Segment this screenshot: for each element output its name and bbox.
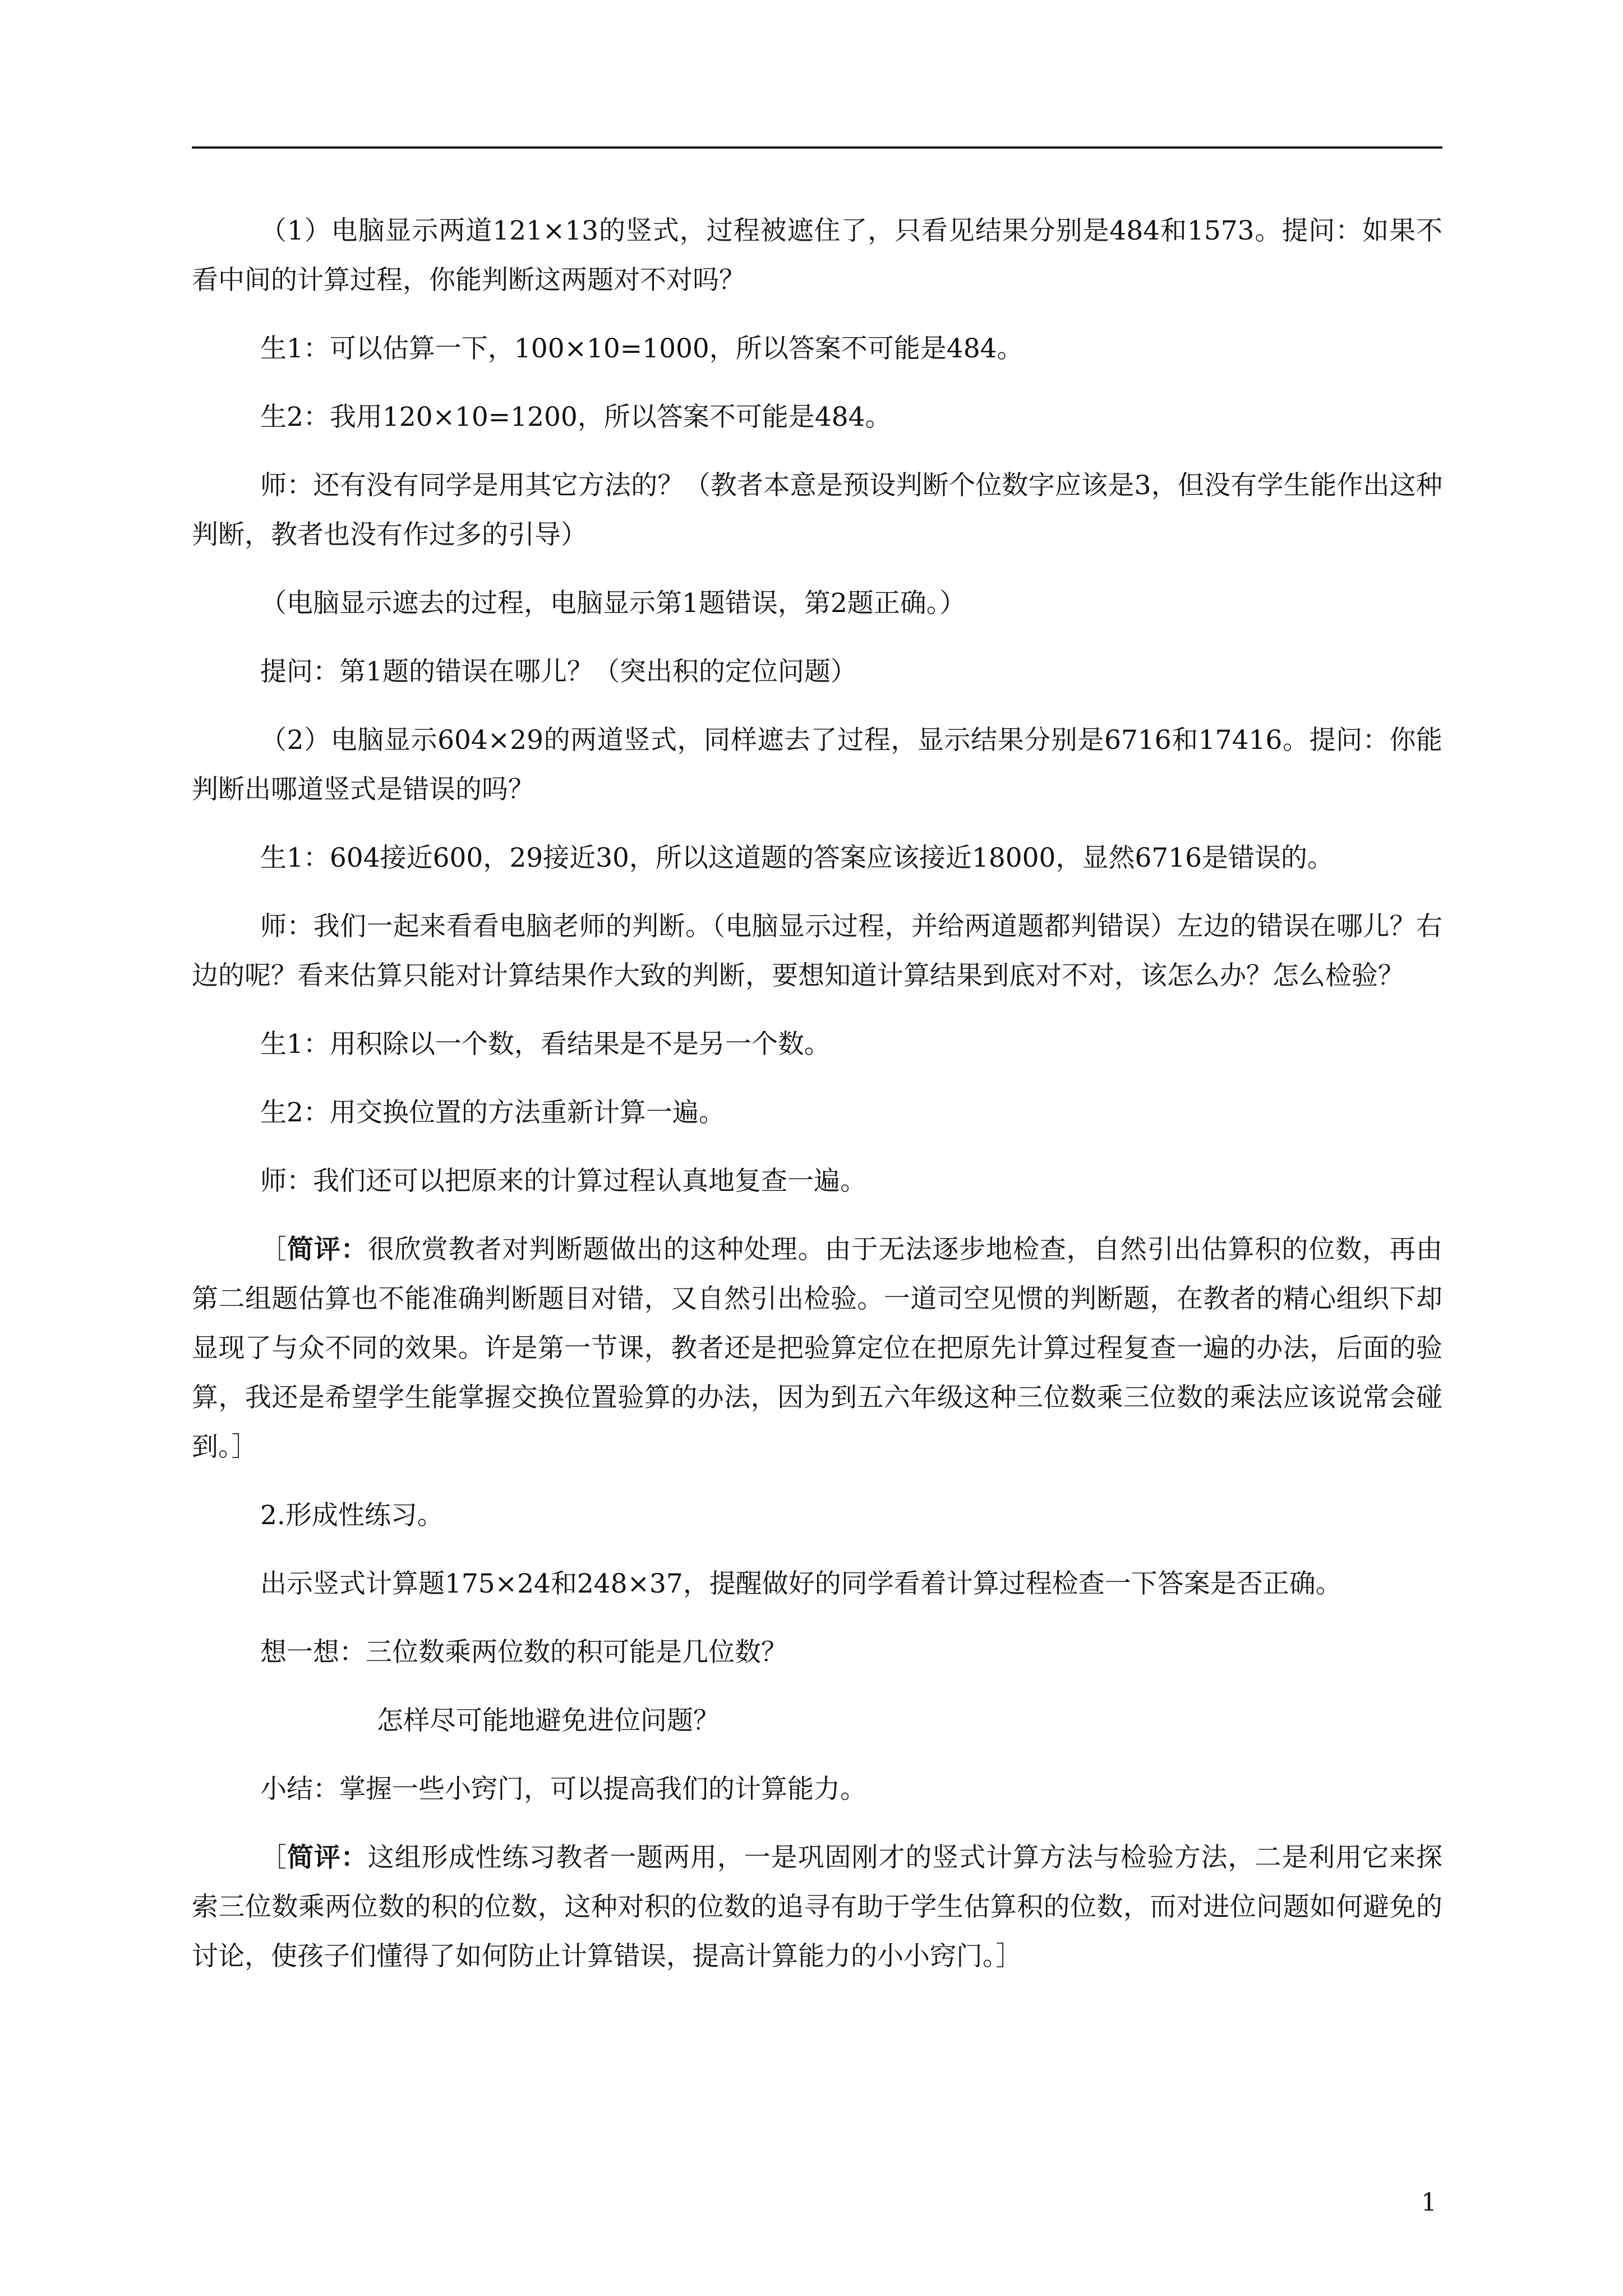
review-open-bracket: ［	[260, 1842, 287, 1873]
paragraph: 师：还有没有同学是用其它方法的？（教者本意是预设判断个位数字应该是3，但没有学生能作出这种判断，教者也没有作过多的引导）	[192, 470, 1442, 550]
paragraph: 生1：用积除以一个数，看结果是不是另一个数。	[260, 1029, 831, 1060]
paragraph: 想一想：三位数乘两位数的积可能是几位数？	[260, 1637, 787, 1668]
paragraph: 生1：可以估算一下，100×10=1000，所以答案不可能是484。	[260, 333, 1023, 364]
paragraph: （1）电脑显示两道121×13的竖式，过程被遮住了，只看见结果分别是484和1573。提问：如果不看中间的计算过程，你能判断这两题对不对吗？	[192, 215, 1442, 296]
review-open-bracket: ［	[260, 1234, 287, 1265]
paragraph: 生2：用交换位置的方法重新计算一遍。	[260, 1097, 725, 1128]
review-text: 很欣赏教者对判断题做出的这种处理。由于无法逐步地检查，自然引出估算积的位数，再由第二组题估算也不能准确判断题目对错，又自然引出检验。一道司空见惯的判断题，在教者的精心组织下却显现了与众不同的效果。许是第一节课，教者还是把验算定位在把原先计算过程复查一遍的办法，后面的验算，我还是希望学生能掌握交换位置验算的办法，因为到五六年级这种三位数乘三位数的乘法应该说常会碰到。］	[192, 1234, 1443, 1462]
paragraph: 小结：掌握一些小窍门，可以提高我们的计算能力。	[260, 1774, 866, 1805]
paragraph: 提问：第1题的错误在哪儿？（突出积的定位问题）	[260, 656, 857, 687]
review-text: 这组形成性练习教者一题两用，一是巩固刚才的竖式计算方法与检验方法，二是利用它来探索三位数乘两位数的积的位数，这种对积的位数的追寻有助于学生估算积的位数，而对进位问题如何避免的讨论，使孩子们懂得了如何防止计算错误，提高计算能力的小小窍门。］	[192, 1842, 1443, 1972]
paragraph: 生1：604接近600，29接近30，所以这道题的答案应该接近18000，显然6716是错误的。	[260, 843, 1334, 873]
paragraph: 师：我们一起来看看电脑老师的判断。（电脑显示过程，并给两道题都判错误）左边的错误在哪儿？右边的呢？看来估算只能对计算结果作大致的判断，要想知道计算结果到底对不对，该怎么办？怎么检验？	[192, 911, 1442, 991]
paragraph: （电脑显示遮去的过程，电脑显示第1题错误，第2题正确。）	[260, 588, 966, 619]
page-number: 1	[1421, 2188, 1437, 2217]
paragraph: 生2：我用120×10=1200，所以答案不可能是484。	[260, 402, 892, 432]
review-paragraph	[192, 1225, 1442, 1472]
paragraph: 出示竖式计算题175×24和248×37，提醒做好的同学看着计算过程检查一下答案是否正确。	[260, 1568, 1342, 1599]
header-rule	[192, 146, 1442, 149]
review-paragraph	[192, 1833, 1442, 1981]
paragraph: 师：我们还可以把原来的计算过程认真地复查一遍。	[260, 1166, 866, 1197]
paragraph: 怎样尽可能地避免进位问题？	[377, 1705, 720, 1736]
review-label: 简评：	[287, 1842, 368, 1873]
review-label: 简评：	[287, 1234, 368, 1265]
section-heading: 2.形成性练习。	[260, 1500, 444, 1531]
paragraph: （2）电脑显示604×29的两道竖式，同样遮去了过程，显示结果分别是6716和17416。提问：你能判断出哪道竖式是错误的吗？	[192, 725, 1442, 805]
document-body	[192, 206, 1442, 2000]
